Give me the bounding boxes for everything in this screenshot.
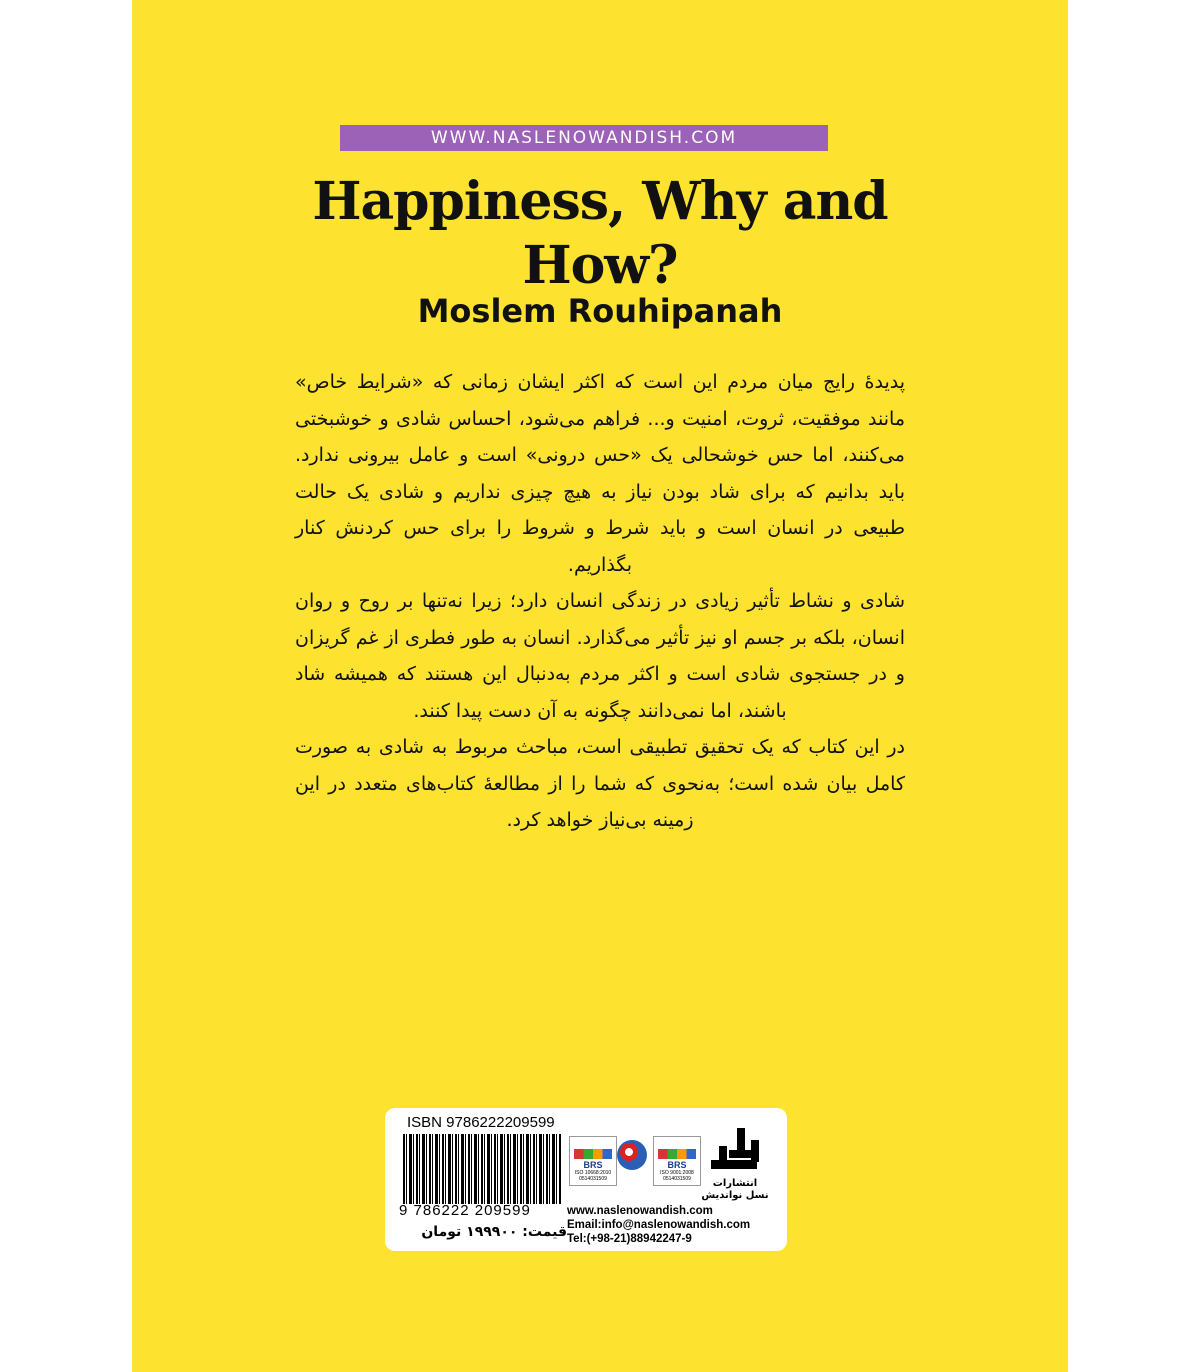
isbn-label: ISBN 9786222209599 xyxy=(407,1114,555,1131)
brs-certificate-left xyxy=(569,1136,617,1186)
publisher-website: www.naslenowandish.com xyxy=(567,1205,713,1217)
brs-color-bars xyxy=(574,1149,612,1159)
brs-certificate-right xyxy=(653,1136,701,1186)
price-label: قیمت: ۱۹۹۹۰۰ تومان xyxy=(421,1224,567,1240)
book-title xyxy=(240,170,960,298)
publisher-line-1: انتشارات xyxy=(712,1178,758,1189)
globe-seal-icon xyxy=(617,1140,647,1170)
barcode-digits: 9 786222 209599 xyxy=(399,1202,531,1219)
iso-text: ISO 9001:2008 xyxy=(660,1170,694,1176)
barcode xyxy=(403,1134,561,1204)
contact-info xyxy=(567,1204,779,1246)
publisher-logo-icon xyxy=(707,1126,763,1176)
author-name: Moslem Rouhipanah xyxy=(417,292,783,330)
title-line-1: Happiness, Why and xyxy=(312,171,888,232)
brs-color-bars xyxy=(658,1149,696,1159)
brs-label: BRS xyxy=(583,1160,603,1170)
blurb-paragraph-2: شادی و نشاط تأثیر زیادی در زندگی انسان دارد؛ زیرا نه‌تنها بر روح و روان انسان، بلکه بر جسم او نیز تأثیر می‌گذارد. انسان به طور فطری از غم گریزان و در جستجوی شادی است و اکثر مردم به‌دنبال این هستند که همیشه شاد باشند، اما نمی‌دانند چگونه به آن دست پیدا کنند. xyxy=(295,590,905,722)
website-band: WWW.NASLENOWANDISH.COM xyxy=(340,125,828,151)
blurb-paragraph-1: پدیدهٔ رایج میان مردم این است که اکثر ایشان زمانی که «شرایط خاص» مانند موفقیت، ثروت، امنیت و... فراهم می‌شود، احساس شادی و خوشبختی می‌کنند، اما حس خوشحالی یک «حس درونی» است و عامل بیرونی ندارد. باید بدانیم که برای شاد بودن نیاز به هیچ چیزی نداریم و شادی یک حالت طبیعی در انسان است و باید شرط و شروط را برای حس کردنش کنار بگذاریم. xyxy=(295,371,905,576)
publisher-phone: Tel:(+98-21)88942247-9 xyxy=(567,1233,692,1245)
isbn-sticker xyxy=(385,1108,787,1251)
iso-number: 0514031509 xyxy=(579,1176,607,1182)
publisher-email: Email:info@naslenowandish.com xyxy=(567,1219,751,1231)
publisher-line-2: نسل نواندیش xyxy=(701,1190,769,1201)
iso-text: ISO 10668:2010 xyxy=(574,1170,612,1176)
blurb-text xyxy=(295,364,905,839)
brs-label: BRS xyxy=(667,1160,687,1170)
title-line-2: How? xyxy=(522,235,678,296)
publisher-name xyxy=(697,1178,773,1202)
iso-number: 0514031509 xyxy=(663,1176,691,1182)
blurb-paragraph-3: در این کتاب که یک تحقیق تطبیقی است، مباحث مربوط به شادی به صورت کامل بیان شده است؛ به‌نحوی که شما را از مطالعهٔ کتاب‌های متعدد در این زمینه بی‌نیاز خواهد کرد. xyxy=(295,736,905,831)
